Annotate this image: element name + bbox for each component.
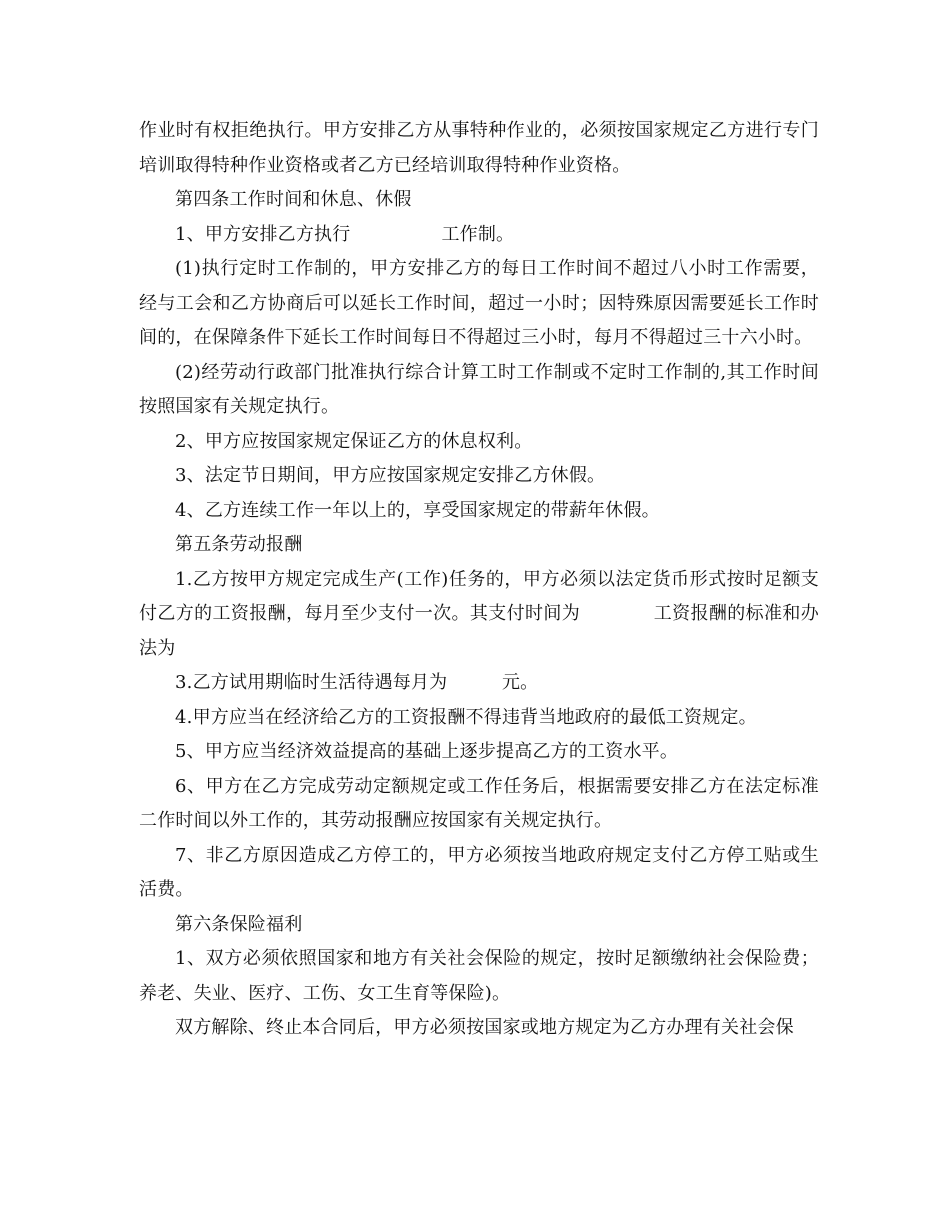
paragraph-comprehensive-hours: (2)经劳动行政部门批准执行综合计算工时工作制或不定时工作制的,其工作时间按照国家有关规定执行。 <box>139 361 819 417</box>
paragraph-wage-increase: 5、甲方应当经济效益提高的基础上逐步提高乙方的工资水平。 <box>175 741 679 762</box>
paragraph-minimum-wage: 4.甲方应当在经济给乙方的工资报酬不得违背当地政府的最低工资规定。 <box>175 706 757 728</box>
paragraph-wage-payment: 1.乙方按甲方规定完成生产(工作)任务的，甲方必须以法定货币形式按时足额支付乙方的工资报酬，每月至少支付一次。其支付时间为 工资报酬的标准和办法为 <box>139 568 819 659</box>
article-6-heading: 第六条保险福利 <box>175 913 303 935</box>
paragraph-continuation: 作业时有权拒绝执行。甲方安排乙方从事特种作业的，必须按国家规定乙方进行专门培训取得特种作业资格或者乙方已经培训取得特种作业资格。 <box>139 120 819 176</box>
paragraph-overtime-pay: 6、甲方在乙方完成劳动定额规定或工作任务后，根据需要安排乙方在法定标准二作时间以外工作的，其劳动报酬应按国家有关规定执行。 <box>139 775 819 831</box>
article-5-heading: 第五条劳动报酬 <box>175 534 303 555</box>
document-body <box>139 114 819 1046</box>
paragraph-termination-insurance: 双方解除、终止本合同后，甲方必须按国家或地方规定为乙方办理有关社会保 <box>175 1017 794 1038</box>
paragraph-holidays: 3、法定节日期间，甲方应按国家规定安排乙方休假。 <box>175 465 606 486</box>
paragraph-probation-pay: 3.乙方试用期临时生活待遇每月为 元。 <box>175 672 539 693</box>
paragraph-social-insurance: 1、双方必须依照国家和地方有关社会保险的规定，按时足额缴纳社会保险费；养老、失业、医疗、工伤、女工生育等保险)。 <box>139 948 819 1004</box>
paragraph-fixed-hours: (1)执行定时工作制的，甲方安排乙方的每日工作时间不超过八小时工作需要，经与工会和乙方协商后可以延长工作时间，超过一小时；因特殊原因需要延长工作时间的，在保障条件下延长工作时间每日不得超过三小时，每月不得超过三十六小时。 <box>139 258 819 348</box>
paragraph-annual-leave: 4、乙方连续工作一年以上的，享受国家规定的带薪年休假。 <box>175 499 660 521</box>
paragraph-work-system: 1、甲方安排乙方执行 工作制。 <box>175 223 515 245</box>
paragraph-work-stoppage: 7、非乙方原因造成乙方停工的，甲方必须按当地政府规定支付乙方停工贴或生活费。 <box>139 844 819 900</box>
article-4-heading: 第四条工作时间和休息、休假 <box>175 189 412 210</box>
paragraph-rest-rights: 2、甲方应按国家规定保证乙方的休息权利。 <box>175 430 533 452</box>
